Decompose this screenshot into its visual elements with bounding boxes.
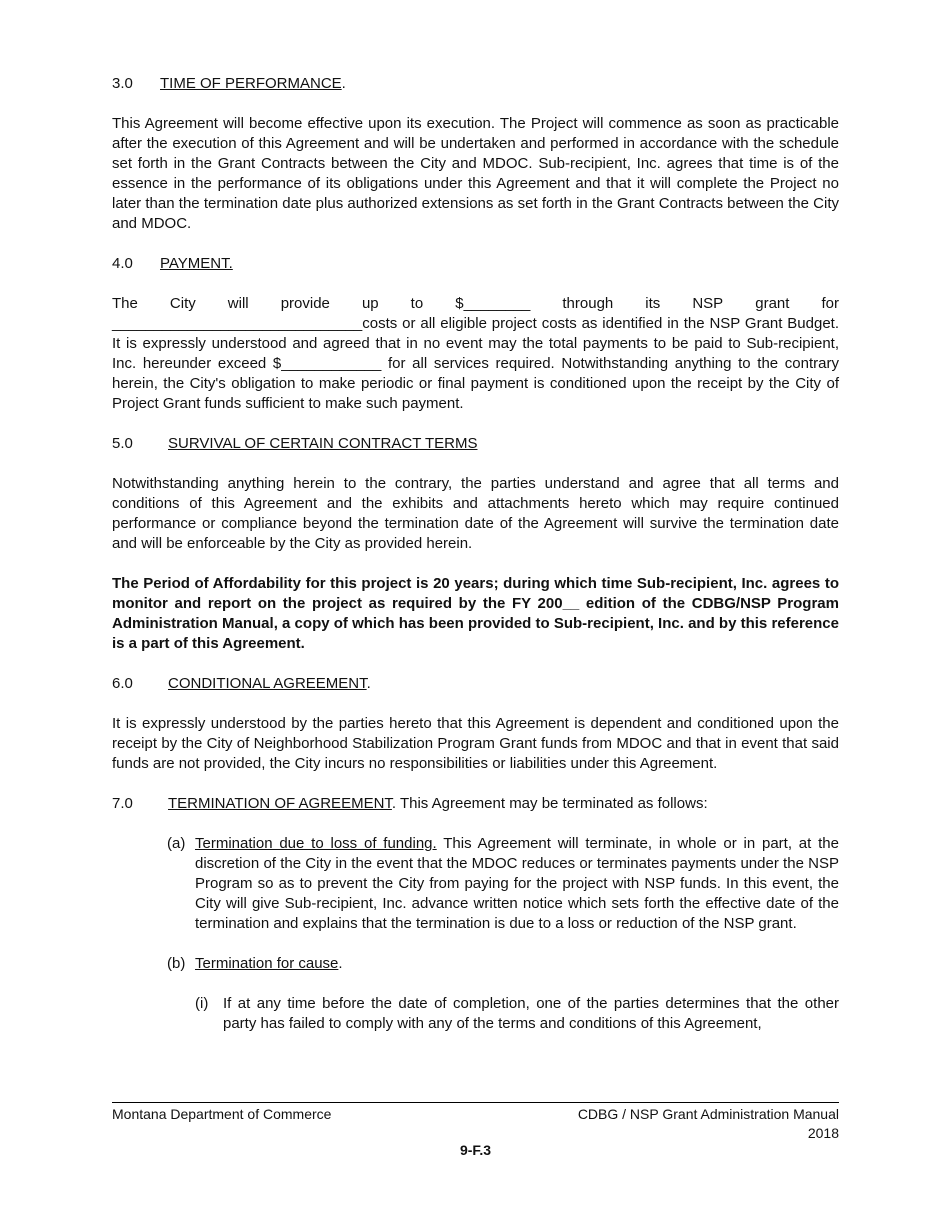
- section-number: 5.0: [112, 435, 133, 452]
- payment-line-word: grant: [755, 295, 790, 312]
- subsection-b-i: [112, 994, 839, 1034]
- affordability-notice: The Period of Affordability for this project is 20 years; during which time Sub-recipient, Inc. agrees to monitor and report on the project as required by the FY 200__ edition of the CDBG/NSP Program Administration Manual, a copy of which has been provided to Sub-recipient, Inc. and by this reference is a part of this Agreement.: [112, 575, 839, 652]
- payment-line-word: NSP: [692, 295, 724, 312]
- section-number: 6.0: [112, 675, 133, 692]
- section-3-heading: 3.0 TIME OF PERFORMANCE.: [112, 75, 346, 92]
- payment-line-word: The: [112, 295, 138, 312]
- section-6-heading: 6.0 CONDITIONAL AGREEMENT.: [112, 675, 371, 692]
- payment-line-word: for: [821, 295, 839, 312]
- footer-manual: [578, 1105, 839, 1143]
- section-title: PAYMENT.: [160, 255, 233, 272]
- section-number: 7.0: [112, 795, 133, 812]
- subsection-label: (i): [195, 995, 209, 1012]
- page-footer: [112, 1102, 839, 1158]
- section-title: CONDITIONAL AGREEMENT: [168, 675, 367, 692]
- subsection-label: (a): [167, 835, 186, 852]
- section-6-body: It is expressly understood by the parties hereto that this Agreement is dependent and conditioned upon the receipt by the City of Neighborhood Stabilization Program Grant funds from MDOC and that in event that said funds are not provided, the City incurs no responsibilities or liabilities under this Agreement.: [112, 715, 839, 772]
- subsection-body: If at any time before the date of completion, one of the parties determines that the other party has failed to comply with any of the terms and conditions of this Agreement,: [223, 995, 839, 1032]
- payment-line-word: to: [410, 295, 424, 312]
- subsection-title: Termination due to loss of funding.: [195, 835, 437, 852]
- section-7-heading: 7.0 TERMINATION OF AGREEMENT. This Agreement may be terminated as follows:: [112, 795, 708, 812]
- footer-department: Montana Department of Commerce: [112, 1106, 332, 1122]
- section-5-heading: [112, 434, 839, 454]
- footer-year: 2018: [807, 1125, 839, 1141]
- footer-manual-title: CDBG / NSP Grant Administration Manual: [577, 1106, 839, 1122]
- payment-line-word: $________: [455, 295, 531, 312]
- section-4-heading: [112, 254, 839, 274]
- payment-first-line: [112, 294, 839, 314]
- payment-line-word: provide: [280, 295, 330, 312]
- section-number: 4.0: [112, 255, 133, 272]
- payment-body-text: ______________________________costs or all eligible project costs as identified in the NSP Grant Budget. It is expressly understood and agreed that in no event may the total payments to be paid to Sub-recipient, Inc. hereunder exceed $____________ for all services required. Notwithstanding anything to the contrary herein, the City's obligation to make periodic or final payment is conditioned upon the receipt by the City of Project Grant funds sufficient to make such payment.: [112, 315, 839, 412]
- subsection-a: [112, 834, 839, 934]
- section-title: SURVIVAL OF CERTAIN CONTRACT TERMS: [168, 435, 478, 452]
- payment-line-word: will: [227, 295, 249, 312]
- subsection-title: Termination for cause: [195, 955, 339, 972]
- section-4-body: [112, 294, 839, 414]
- section-3-body: This Agreement will become effective upon its execution. The Project will commence as soon as practicable after the execution of this Agreement and will be undertaken and performed in accordance with the schedule set forth in the Grant Contracts between the City and MDOC. Sub-recipient, Inc. agrees that time is of the essence in the performance of its obligations under this Agreement and that it will complete the Project no later than the termination date plus authorized extensions as set forth in the Grant Contracts between the City and MDOC.: [112, 115, 839, 232]
- payment-line-word: its: [645, 295, 661, 312]
- subsection-b: (b) Termination for cause.: [167, 955, 343, 972]
- section-number: 3.0: [112, 75, 133, 92]
- section-title: TERMINATION OF AGREEMENT: [168, 795, 392, 812]
- payment-line-word: up: [361, 295, 379, 312]
- page-number: 9-F.3: [459, 1142, 492, 1158]
- payment-line-word: through: [562, 295, 614, 312]
- section-title: TIME OF PERFORMANCE: [160, 75, 342, 92]
- section-5-body: Notwithstanding anything herein to the contrary, the parties understand and agree that all terms and conditions of this Agreement and the exhibits and attachments hereto which may require continued performance or compliance beyond the termination date of the Agreement will survive the termination date and will be enforceable by the City as provided herein.: [112, 475, 839, 552]
- subsection-label: (b): [167, 955, 186, 972]
- document-page: [112, 74, 839, 1034]
- subsection-body: This Agreement will terminate, in whole or in part, at the discretion of the City in the event that the MDOC reduces or terminates payments under the NSP Program so as to prevent the City from paying for the project with NSP funds. In this event, the City will give Sub-recipient, Inc. advance written notice which sets forth the effective date of the termination and explains that the termination is due to a loss or reduction of the NSP grant.: [195, 835, 839, 932]
- payment-line-word: City: [169, 295, 196, 312]
